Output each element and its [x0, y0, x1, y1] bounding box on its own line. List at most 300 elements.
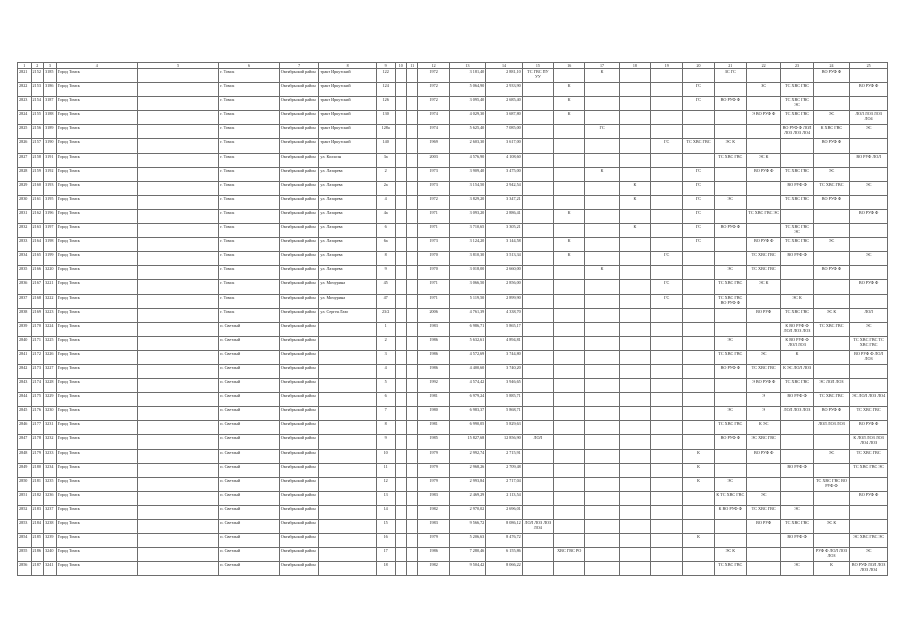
column-number: 23: [781, 63, 813, 69]
column-number: 16: [554, 63, 585, 69]
table-cell: [619, 139, 650, 153]
table-cell: 3 710,65: [449, 224, 486, 238]
table-cell: п. Светлый: [219, 350, 280, 364]
table-cell: [395, 393, 406, 407]
table-row: [18, 449, 888, 463]
table-cell: [746, 477, 780, 491]
table-cell: [781, 209, 813, 223]
table-cell: [522, 294, 553, 308]
table-cell: [619, 322, 650, 336]
table-cell: Город Томск: [56, 308, 137, 322]
table-cell: Город Томск: [56, 562, 137, 576]
table-cell: [781, 139, 813, 153]
table-cell: [850, 195, 888, 209]
table-cell: 2 968,26: [449, 463, 486, 477]
table-cell: г. Томск: [219, 111, 280, 125]
table-cell: 2159: [31, 167, 44, 181]
table-cell: ТС ХВС ГВС: [746, 364, 780, 378]
table-cell: [619, 449, 650, 463]
table-cell: [781, 69, 813, 83]
table-cell: [619, 336, 650, 350]
table-cell: 2 886,41: [486, 209, 523, 223]
table-cell: 1986: [418, 364, 449, 378]
table-cell: 2178: [31, 435, 44, 449]
table-cell: ВО РУФ Ф: [813, 69, 850, 83]
table-cell: [407, 280, 418, 294]
table-cell: [522, 153, 553, 167]
table-cell: п. Светлый: [219, 534, 280, 548]
table-cell: [137, 477, 218, 491]
table-cell: [585, 562, 619, 576]
table-cell: [137, 562, 218, 576]
table-cell: 2 992,74: [449, 449, 486, 463]
table-cell: [850, 139, 888, 153]
table-cell: ГС: [683, 83, 714, 97]
table-cell: 5 868,71: [486, 407, 523, 421]
table-cell: [395, 294, 406, 308]
table-cell: 2155: [31, 111, 44, 125]
table-cell: ТС ХВС ГВС: [714, 350, 746, 364]
table-cell: ТС ХВС ГВС: [746, 266, 780, 280]
table-cell: 2830: [18, 195, 32, 209]
table-cell: 1992: [418, 379, 449, 393]
table-cell: Октябрьский район: [279, 520, 319, 534]
table-cell: ул. Мичурина: [319, 280, 376, 294]
table-cell: 2827: [18, 153, 32, 167]
table-cell: [585, 548, 619, 562]
table-cell: ул. Лазарева: [319, 209, 376, 223]
table-cell: Город Томск: [56, 111, 137, 125]
table-cell: г. Томск: [219, 195, 280, 209]
table-cell: [651, 463, 683, 477]
table-cell: 12: [376, 477, 395, 491]
table-cell: [651, 238, 683, 252]
table-cell: [781, 477, 813, 491]
table-cell: 1980: [418, 407, 449, 421]
table-cell: 6 986,71: [449, 322, 486, 336]
table-cell: Октябрьский район: [279, 407, 319, 421]
table-cell: [137, 393, 218, 407]
table-cell: ул. Сергея Лазо: [319, 308, 376, 322]
table-cell: [619, 520, 650, 534]
table-cell: [651, 111, 683, 125]
table-cell: [137, 167, 218, 181]
table-cell: К ВО РУФ Ф ЛОЛ ЛОЗ ЛОЗ: [781, 322, 813, 336]
table-cell: [683, 407, 714, 421]
table-cell: [619, 97, 650, 111]
column-number: 15: [522, 63, 553, 69]
table-cell: [395, 520, 406, 534]
table-cell: Октябрьский район: [279, 562, 319, 576]
table-cell: 2 469,29: [449, 491, 486, 505]
table-cell: 2833: [18, 238, 32, 252]
table-cell: 2825: [18, 125, 32, 139]
table-row: [18, 69, 888, 83]
table-row: [18, 393, 888, 407]
table-cell: [395, 125, 406, 139]
table-cell: п. Светлый: [219, 393, 280, 407]
table-cell: Октябрьский район: [279, 463, 319, 477]
table-cell: п. Светлый: [219, 491, 280, 505]
table-cell: 2179: [31, 449, 44, 463]
table-cell: Октябрьский район: [279, 97, 319, 111]
table-cell: ЛОЛ ЛОЗ ЛОЗ: [781, 407, 813, 421]
table-cell: 3187: [44, 97, 57, 111]
table-cell: 3196: [44, 209, 57, 223]
table-cell: К: [585, 69, 619, 83]
table-cell: Октябрьский район: [279, 111, 319, 125]
table-cell: [619, 548, 650, 562]
table-cell: [714, 393, 746, 407]
table-cell: ЭС: [850, 548, 888, 562]
table-cell: [395, 491, 406, 505]
table-cell: 1986: [418, 336, 449, 350]
table-cell: [395, 83, 406, 97]
table-cell: 2180: [31, 463, 44, 477]
table-cell: г. Томск: [219, 280, 280, 294]
table-cell: [781, 548, 813, 562]
table-cell: 4 761,39: [449, 308, 486, 322]
table-cell: 2834: [18, 252, 32, 266]
table-cell: [407, 520, 418, 534]
table-cell: [683, 421, 714, 435]
table-row: [18, 505, 888, 519]
table-cell: [522, 477, 553, 491]
table-cell: 4 572,69: [449, 350, 486, 364]
table-cell: ВО РУФ Ф: [813, 407, 850, 421]
table-cell: [651, 421, 683, 435]
table-cell: Город Томск: [56, 97, 137, 111]
table-cell: ЭС: [813, 238, 850, 252]
table-cell: [781, 491, 813, 505]
table-cell: [522, 238, 553, 252]
table-cell: [137, 181, 218, 195]
table-cell: 2843: [18, 379, 32, 393]
table-cell: Октябрьский район: [279, 322, 319, 336]
table-cell: 2170: [31, 322, 44, 336]
table-cell: тракт Иркутский: [319, 97, 376, 111]
table-cell: 11: [376, 463, 395, 477]
table-cell: 2851: [18, 491, 32, 505]
table-cell: 1983: [418, 491, 449, 505]
table-cell: 2829: [18, 181, 32, 195]
table-cell: [651, 181, 683, 195]
table-cell: ЭС: [850, 322, 888, 336]
table-row: [18, 435, 888, 449]
table-cell: 2826: [18, 139, 32, 153]
table-cell: 1979: [418, 534, 449, 548]
table-cell: 2162: [31, 209, 44, 223]
table-cell: [522, 449, 553, 463]
table-cell: [407, 463, 418, 477]
table-cell: 2842: [18, 364, 32, 378]
table-cell: [651, 562, 683, 576]
table-cell: ВО РУФ Ф: [813, 195, 850, 209]
table-cell: [585, 449, 619, 463]
table-cell: [619, 477, 650, 491]
table-cell: [407, 294, 418, 308]
table-cell: [137, 83, 218, 97]
table-row: [18, 463, 888, 477]
column-number: 8: [319, 63, 376, 69]
table-cell: [683, 69, 714, 83]
table-cell: 3189: [44, 125, 57, 139]
table-cell: [714, 83, 746, 97]
table-cell: [619, 505, 650, 519]
table-cell: ТС ХВС ГВС: [683, 139, 714, 153]
table-cell: 2840: [18, 336, 32, 350]
table-cell: [554, 308, 585, 322]
table-cell: [137, 379, 218, 393]
table-cell: 5: [376, 379, 395, 393]
table-cell: 2853: [18, 520, 32, 534]
column-number: 17: [585, 63, 619, 69]
table-cell: [554, 505, 585, 519]
table-cell: ВО РУФ ЛОЛ ЛОЗ ЛОЗ ЛО4: [850, 562, 888, 576]
table-cell: 2 899,90: [486, 294, 523, 308]
table-cell: [585, 97, 619, 111]
table-cell: Октябрьский район: [279, 379, 319, 393]
table-cell: [746, 97, 780, 111]
table-cell: [651, 308, 683, 322]
table-cell: 2156: [31, 125, 44, 139]
table-cell: Город Томск: [56, 322, 137, 336]
table-cell: [683, 350, 714, 364]
column-number: 11: [407, 63, 418, 69]
table-cell: [522, 125, 553, 139]
table-cell: ЛОЛ ЛОЗ ЛОЗ ЛО4: [850, 111, 888, 125]
table-cell: Октябрьский район: [279, 505, 319, 519]
table-cell: п. Светлый: [219, 562, 280, 576]
table-cell: К: [554, 238, 585, 252]
table-cell: [137, 139, 218, 153]
table-cell: [683, 294, 714, 308]
table-cell: [585, 252, 619, 266]
table-cell: 2167: [31, 280, 44, 294]
table-cell: [395, 224, 406, 238]
table-cell: Город Томск: [56, 139, 137, 153]
table-cell: ТС ГВС ПУ УУ: [522, 69, 553, 83]
table-cell: п. Светлый: [219, 322, 280, 336]
table-cell: 2855: [18, 548, 32, 562]
table-cell: ЭС: [714, 195, 746, 209]
table-cell: Город Томск: [56, 548, 137, 562]
table-cell: [522, 379, 553, 393]
table-cell: [714, 322, 746, 336]
table-cell: К: [585, 266, 619, 280]
table-cell: [585, 238, 619, 252]
table-cell: Город Томск: [56, 280, 137, 294]
column-number: 25: [850, 63, 888, 69]
table-cell: 3а: [376, 153, 395, 167]
table-cell: [407, 322, 418, 336]
table-cell: Октябрьский район: [279, 167, 319, 181]
table-cell: 2158: [31, 153, 44, 167]
table-cell: Октябрьский район: [279, 364, 319, 378]
table-cell: 2852: [18, 505, 32, 519]
table-cell: [319, 364, 376, 378]
table-cell: ЭС ХВС ГВС: [746, 435, 780, 449]
table-cell: ЭС: [813, 111, 850, 125]
table-cell: 1972: [418, 195, 449, 209]
table-cell: [683, 491, 714, 505]
table-cell: 2854: [18, 534, 32, 548]
table-cell: [585, 209, 619, 223]
table-cell: 1972: [418, 83, 449, 97]
table-cell: [395, 195, 406, 209]
table-cell: 1971: [418, 294, 449, 308]
table-cell: ТС ХВС ГВС: [850, 449, 888, 463]
table-cell: [813, 252, 850, 266]
table-cell: [683, 548, 714, 562]
table-cell: 3232: [44, 435, 57, 449]
table-cell: ВО РУФ: [746, 520, 780, 534]
table-cell: [683, 322, 714, 336]
table-cell: [746, 195, 780, 209]
table-cell: [319, 421, 376, 435]
table-cell: ул. Лазарева: [319, 252, 376, 266]
table-cell: К: [683, 449, 714, 463]
table-cell: 2173: [31, 364, 44, 378]
table-cell: [683, 111, 714, 125]
table-cell: ТС ХВС ГВС: [781, 520, 813, 534]
table-cell: г. Томск: [219, 238, 280, 252]
table-cell: 2а: [376, 181, 395, 195]
table-cell: 3239: [44, 534, 57, 548]
table-cell: [137, 491, 218, 505]
table-cell: Город Томск: [56, 435, 137, 449]
table-cell: 2844: [18, 393, 32, 407]
table-cell: Октябрьский район: [279, 209, 319, 223]
table-cell: [651, 364, 683, 378]
table-cell: [651, 153, 683, 167]
table-cell: [651, 505, 683, 519]
table-cell: Город Томск: [56, 491, 137, 505]
table-cell: 1982: [418, 562, 449, 576]
table-cell: Город Томск: [56, 167, 137, 181]
table-cell: 3 687,80: [486, 111, 523, 125]
table-cell: [137, 238, 218, 252]
column-number: 9: [376, 63, 395, 69]
table-cell: 2185: [31, 534, 44, 548]
table-cell: Город Томск: [56, 421, 137, 435]
table-cell: [585, 379, 619, 393]
table-cell: [407, 125, 418, 139]
table-cell: 3225: [44, 336, 57, 350]
table-cell: Э: [746, 407, 780, 421]
table-cell: [651, 167, 683, 181]
table-cell: 1979: [418, 463, 449, 477]
table-cell: п. Светлый: [219, 379, 280, 393]
table-cell: [619, 393, 650, 407]
table-cell: Октябрьский район: [279, 336, 319, 350]
table-cell: [619, 83, 650, 97]
table-cell: ТС ХВС ГВС: [746, 505, 780, 519]
table-cell: Город Томск: [56, 224, 137, 238]
table-row: [18, 477, 888, 491]
table-cell: [585, 280, 619, 294]
table-cell: [585, 336, 619, 350]
table-cell: 3230: [44, 407, 57, 421]
table-cell: 3 018,00: [449, 266, 486, 280]
table-cell: [651, 195, 683, 209]
column-number: 12: [418, 63, 449, 69]
table-cell: г. Томск: [219, 266, 280, 280]
table-cell: [714, 125, 746, 139]
table-cell: Октябрьский район: [279, 294, 319, 308]
table-cell: [585, 364, 619, 378]
table-cell: [319, 562, 376, 576]
table-cell: [522, 505, 553, 519]
table-cell: 3 946,65: [486, 379, 523, 393]
table-cell: 2821: [18, 69, 32, 83]
table-cell: ГС: [683, 209, 714, 223]
table-cell: [585, 153, 619, 167]
table-cell: Октябрьский район: [279, 195, 319, 209]
column-number: 5: [137, 63, 218, 69]
table-cell: [407, 97, 418, 111]
table-cell: ГС: [585, 125, 619, 139]
table-cell: [746, 336, 780, 350]
table-cell: [746, 322, 780, 336]
table-cell: ВО РУФ Ф: [781, 181, 813, 195]
table-cell: 3236: [44, 491, 57, 505]
table-cell: ВО РУФ Ф: [746, 449, 780, 463]
table-cell: ул. Лазарева: [319, 266, 376, 280]
table-cell: Октябрьский район: [279, 477, 319, 491]
table-row: [18, 97, 888, 111]
table-cell: [619, 280, 650, 294]
table-cell: [619, 238, 650, 252]
table-cell: 3220: [44, 266, 57, 280]
spreadsheet: [17, 62, 888, 576]
table-cell: [554, 379, 585, 393]
table-cell: Октябрьский район: [279, 548, 319, 562]
table-body: [18, 69, 888, 576]
table-cell: [522, 421, 553, 435]
table-cell: ЭС: [714, 477, 746, 491]
table-cell: Октябрьский район: [279, 421, 319, 435]
table-cell: Октябрьский район: [279, 449, 319, 463]
table-cell: [522, 350, 553, 364]
table-cell: 2160: [31, 181, 44, 195]
table-cell: [407, 167, 418, 181]
table-cell: 1979: [418, 449, 449, 463]
table-cell: ГС: [683, 224, 714, 238]
table-cell: ЭС К: [746, 153, 780, 167]
table-cell: К ЛОЛ ЛОЗ ЛОЗ ЛО4 ЛОЗ: [850, 435, 888, 449]
table-cell: [137, 280, 218, 294]
table-cell: [522, 280, 553, 294]
table-cell: [522, 195, 553, 209]
table-cell: [137, 209, 218, 223]
table-cell: ул. Лазарева: [319, 238, 376, 252]
table-cell: 2848: [18, 449, 32, 463]
table-cell: 4 029,30: [449, 111, 486, 125]
table-row: [18, 224, 888, 238]
table-row: [18, 294, 888, 308]
table-cell: 2 660,00: [486, 266, 523, 280]
table-cell: [554, 477, 585, 491]
table-cell: [651, 209, 683, 223]
table-cell: [683, 125, 714, 139]
table-cell: 3 144,58: [486, 238, 523, 252]
table-cell: 2187: [31, 562, 44, 576]
table-cell: ТС ХВС ГВС ВО РУФ Ф: [813, 477, 850, 491]
table-cell: Город Томск: [56, 477, 137, 491]
table-cell: [619, 266, 650, 280]
table-cell: 2845: [18, 407, 32, 421]
